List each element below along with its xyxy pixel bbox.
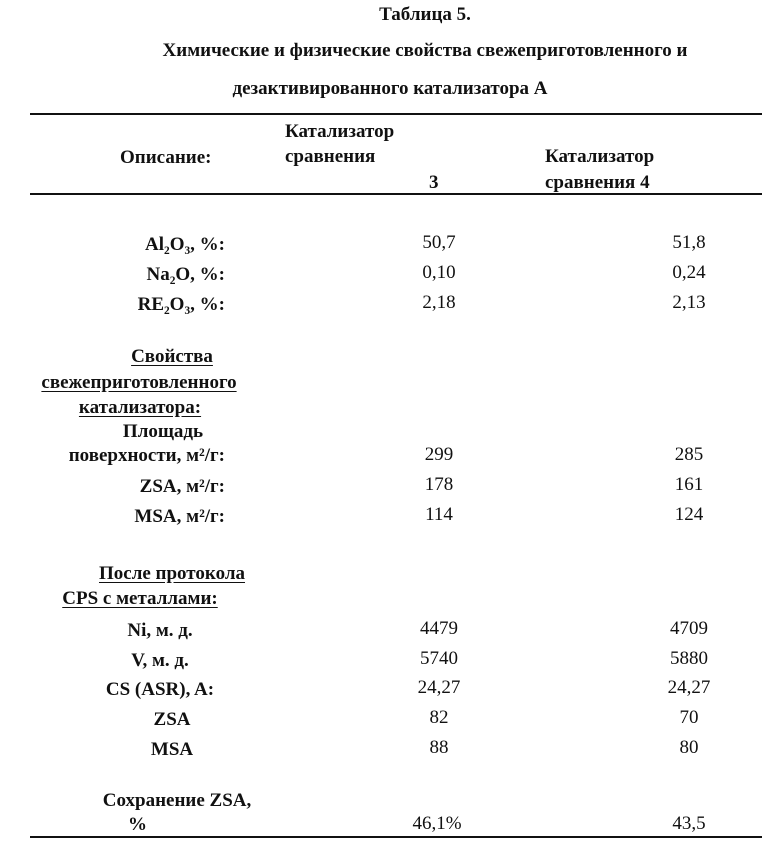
row-value-msa-cat4: 80 (679, 737, 699, 758)
row-label-msa-fresh: MSA, м²/г: (134, 506, 225, 527)
row-value-v-cat3: 5740 (420, 648, 458, 669)
row-value-msa-cat3: 88 (429, 737, 449, 758)
header-col1-line1: Катализатор (285, 121, 395, 142)
row-value-retention-cat4: 43,5 (672, 813, 706, 834)
row-value-msa-fresh-cat3: 114 (425, 504, 453, 525)
row-label-v: V, м. д. (131, 650, 189, 671)
header-col1-line2: сравнения (285, 146, 376, 167)
row-label-zsa: ZSA (153, 709, 191, 730)
row-value-al2o3-cat4: 51,8 (672, 232, 706, 253)
row-value-al2o3-cat3: 50,7 (422, 232, 456, 253)
table-top-rule (30, 113, 762, 115)
header-description: Описание: (120, 147, 212, 168)
header-bottom-rule (30, 193, 762, 195)
row-value-ni-cat4: 4709 (670, 618, 708, 639)
row-label-cs: CS (ASR), A: (105, 679, 215, 700)
row-label-re2o3: RE₂O₃, %: (137, 294, 225, 315)
row-value-surface-cat4: 285 (674, 444, 704, 465)
row-label-retention-line2: % (128, 814, 147, 835)
row-value-re2o3-cat3: 2,18 (422, 292, 456, 313)
section-heading-cps-line1: После протокола (98, 563, 246, 584)
row-value-cs-cat3: 24,27 (417, 677, 461, 698)
section-heading-fresh-line1: Свойства (131, 346, 213, 367)
row-label-surface-line2: поверхности, м²/г: (68, 445, 225, 466)
header-col2-line1: Катализатор (545, 146, 655, 167)
row-value-retention-cat3: 46,1% (412, 813, 462, 834)
row-label-al2o3: Al₂O₃, %: (145, 234, 225, 255)
row-label-zsa-fresh: ZSA, м²/г: (139, 476, 225, 497)
row-label-msa: MSA (150, 739, 194, 760)
row-value-zsa-cat4: 70 (679, 707, 699, 728)
section-heading-fresh-line2: свежеприготовленного (41, 372, 237, 393)
row-value-na2o-cat4: 0,24 (672, 262, 706, 283)
table-label: Таблица 5. (379, 4, 471, 25)
header-col2-line2: сравнения 4 (545, 172, 650, 193)
row-value-ni-cat3: 4479 (420, 618, 458, 639)
section-heading-cps-line2: CPS с металлами: (62, 588, 218, 609)
row-value-zsa-fresh-cat4: 161 (674, 474, 704, 495)
table-title-line2: дезактивированного катализатора А (232, 78, 548, 99)
row-label-retention-line1: Сохранение ZSA, (102, 790, 252, 811)
table-title-line1: Химические и физические свойства свежеприготовленного и (162, 40, 688, 61)
row-value-re2o3-cat4: 2,13 (672, 292, 706, 313)
row-label-na2o: Na₂O, %: (146, 264, 225, 285)
row-value-v-cat4: 5880 (670, 648, 708, 669)
header-col1-number: 3 (429, 172, 439, 193)
section-heading-fresh-line3: катализатора: (78, 397, 202, 418)
table-bottom-rule (30, 836, 762, 838)
row-value-surface-cat3: 299 (424, 444, 454, 465)
row-value-zsa-fresh-cat3: 178 (424, 474, 454, 495)
row-value-msa-fresh-cat4: 124 (674, 504, 704, 525)
row-value-na2o-cat3: 0,10 (422, 262, 456, 283)
row-value-zsa-cat3: 82 (429, 707, 449, 728)
row-value-cs-cat4: 24,27 (667, 677, 711, 698)
row-label-ni: Ni, м. д. (127, 620, 193, 641)
row-label-surface-line1: Площадь (122, 421, 204, 442)
